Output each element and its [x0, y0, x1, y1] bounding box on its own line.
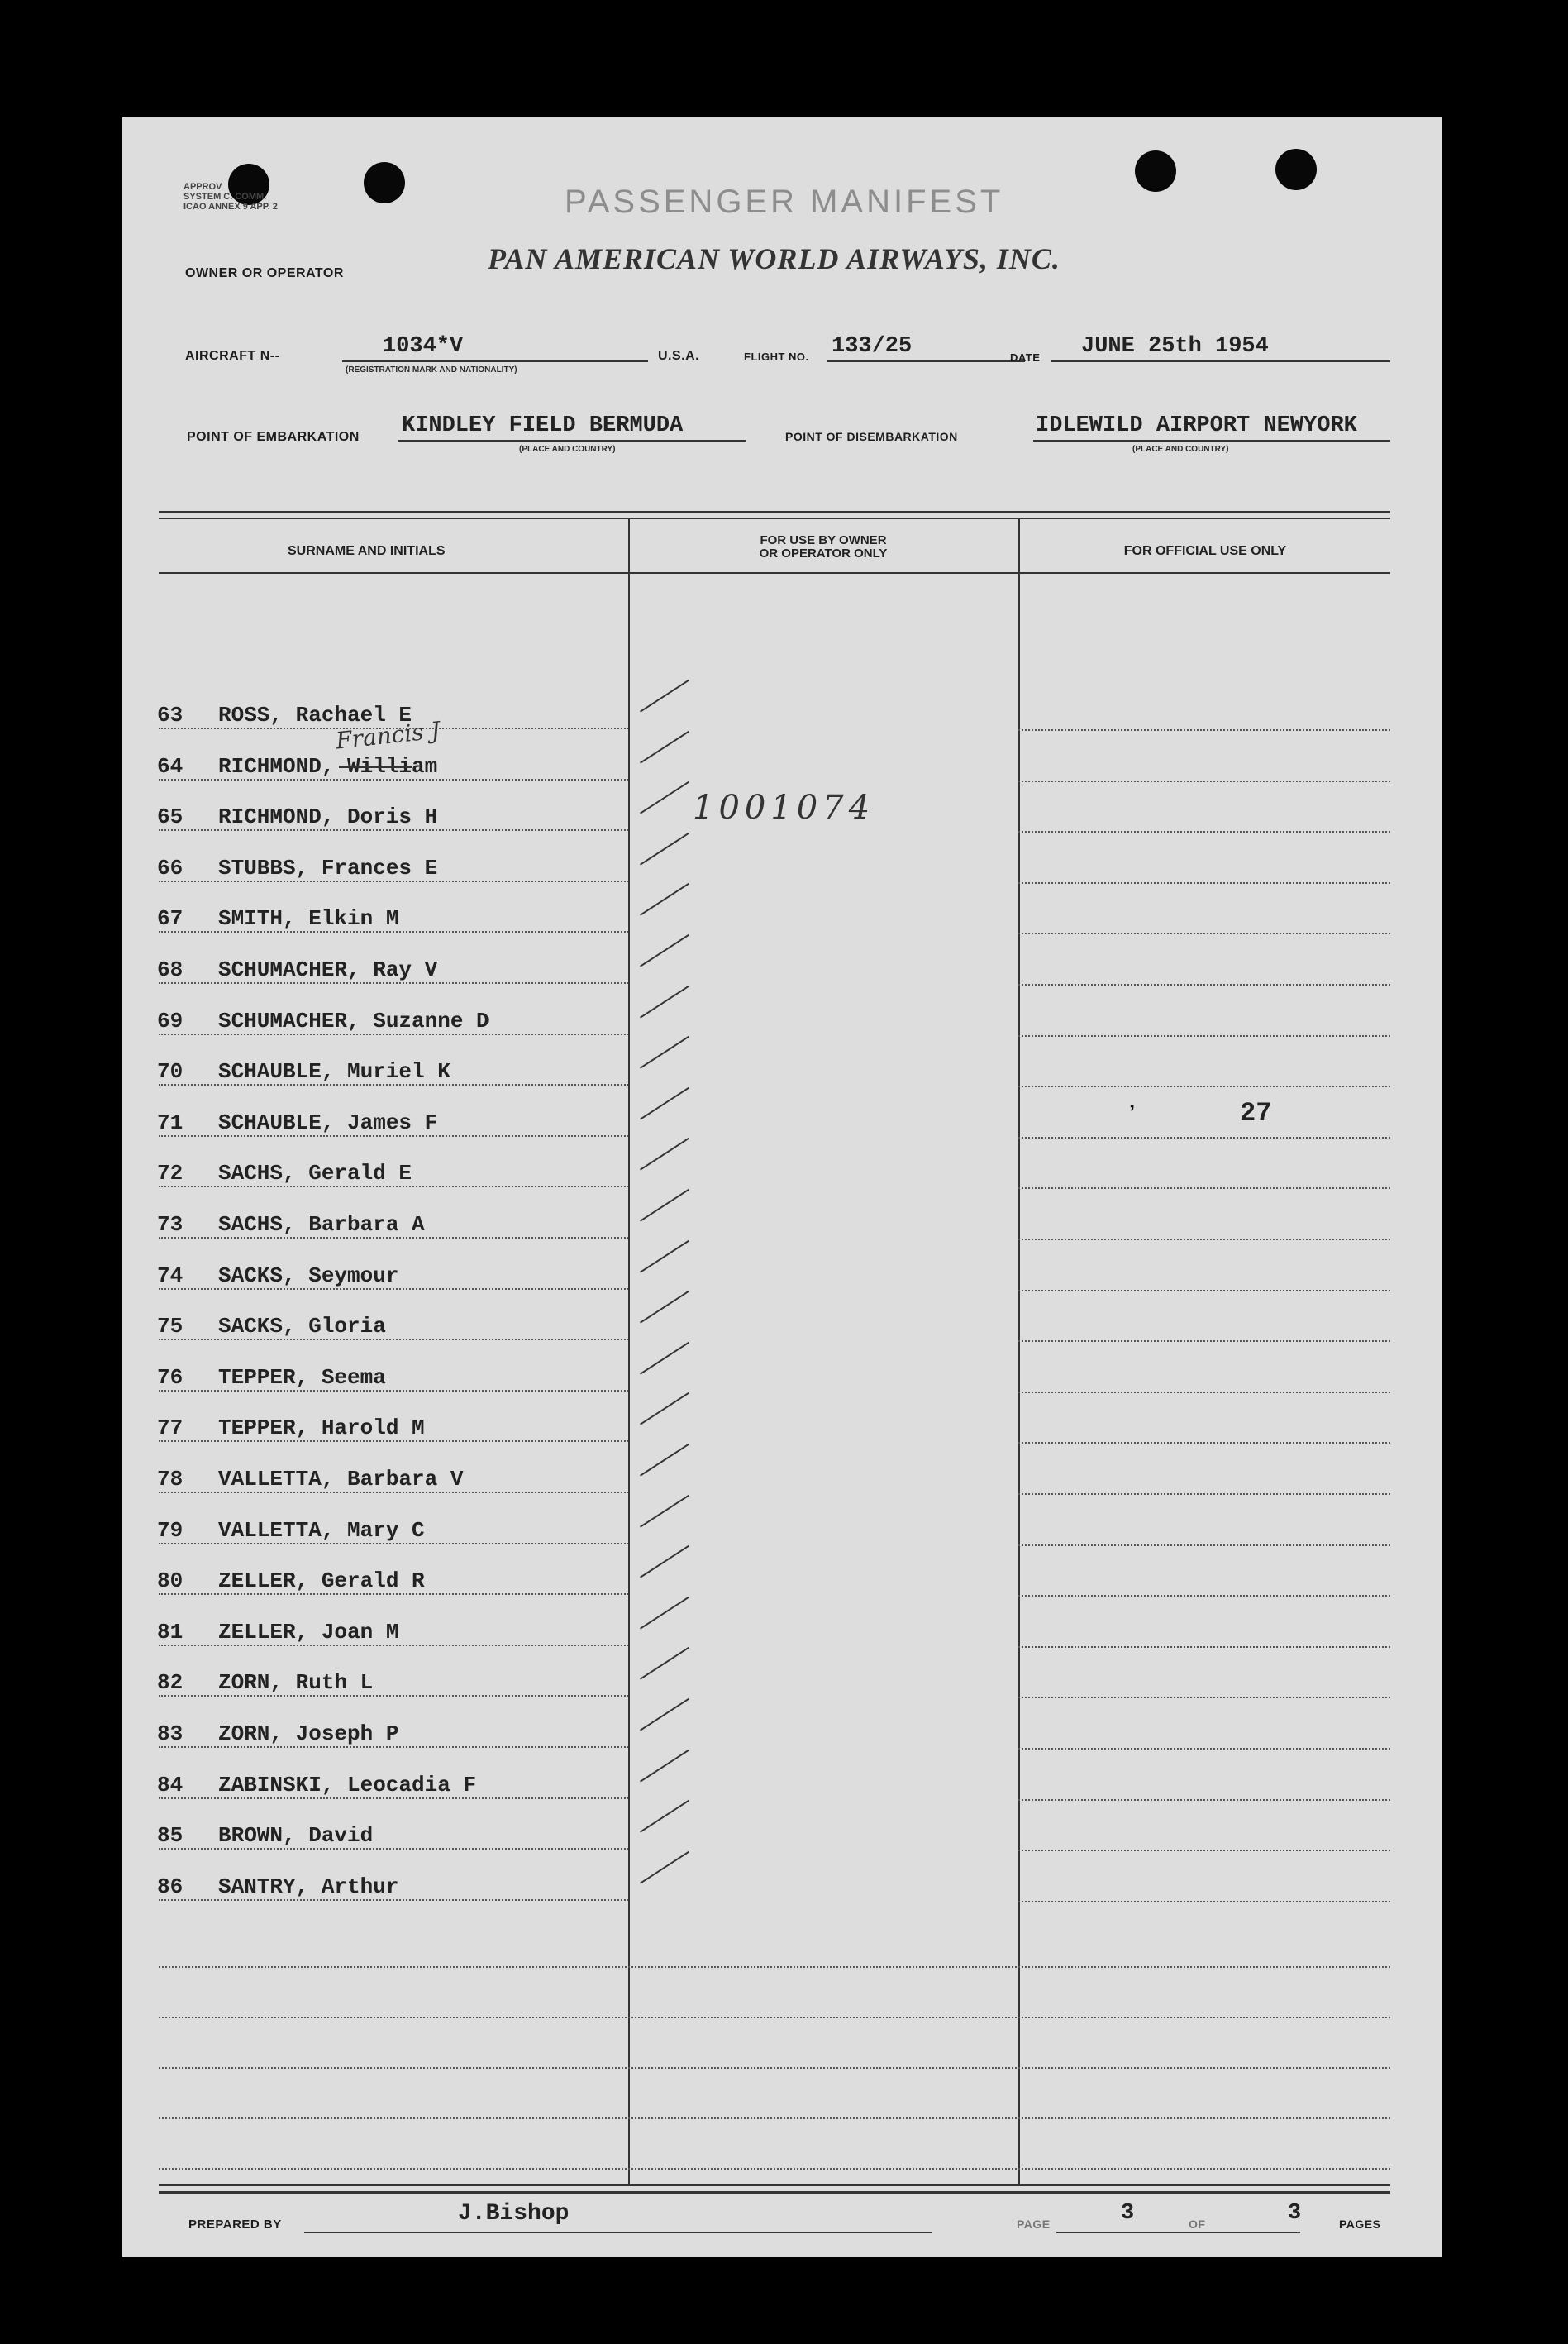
passenger-name: ZABINSKI, Leocadia F: [218, 1772, 477, 1797]
check-mark: [640, 1138, 689, 1171]
row-number: 74: [157, 1263, 183, 1288]
column-header-owner: FOR USE BY OWNER OR OPERATOR ONLY: [759, 533, 888, 561]
row-rule: [159, 1288, 628, 1290]
punch-hole: [1135, 150, 1176, 192]
check-mark: [640, 781, 689, 814]
check-mark: [640, 1494, 689, 1527]
check-mark: [640, 1851, 689, 1884]
row-rule: [1018, 1239, 1390, 1240]
page-value: 3: [1121, 2201, 1135, 2226]
passenger-name: SCHUMACHER, Ray V: [218, 957, 438, 982]
handwritten-number: 1001074: [693, 789, 875, 827]
passenger-name: ZORN, Joseph P: [218, 1721, 399, 1746]
row-number: 71: [157, 1110, 183, 1135]
aircraft-value: 1034*V: [383, 334, 464, 359]
embarkation-label: POINT OF EMBARKATION: [187, 430, 360, 444]
official-tick: ’: [1129, 1100, 1136, 1124]
row-rule: [1018, 933, 1390, 934]
table-top-rule: [159, 511, 1390, 513]
page-title: PASSENGER MANIFEST: [565, 184, 1004, 220]
row-rule: [1018, 1595, 1390, 1597]
row-rule: [1018, 1290, 1390, 1291]
row-rule: [159, 1135, 628, 1137]
passenger-name: SACHS, Gerald E: [218, 1161, 412, 1186]
row-rule: [1018, 1493, 1390, 1495]
prepared-by-label: PREPARED BY: [188, 2217, 282, 2232]
disembarkation-label: POINT OF DISEMBARKATION: [785, 430, 958, 443]
row-rule: [159, 1440, 628, 1442]
manifest-sheet: [122, 117, 1442, 2257]
row-rule: [159, 1797, 628, 1799]
row-number: 66: [157, 855, 183, 881]
row-rule: [159, 1695, 628, 1697]
passenger-name: STUBBS, Frances E: [218, 855, 438, 881]
check-mark: [640, 1647, 689, 1680]
passenger-name: SCHAUBLE, Muriel K: [218, 1059, 450, 1085]
row-number: 67: [157, 906, 183, 932]
row-rule: [1018, 1544, 1390, 1546]
row-rule: [1018, 1850, 1390, 1851]
check-mark: [640, 1545, 689, 1578]
passenger-name: ZELLER, Joan M: [218, 1619, 399, 1645]
check-mark: [640, 1800, 689, 1833]
row-rule: [159, 1492, 628, 1493]
check-mark: [640, 1698, 689, 1731]
row-rule: [159, 1593, 628, 1595]
of-label: OF: [1189, 2217, 1206, 2231]
row-rule: [1018, 1646, 1390, 1648]
of-value: 3: [1288, 2201, 1302, 2226]
aircraft-label: AIRCRAFT N--: [185, 349, 280, 363]
check-mark: [640, 1444, 689, 1477]
row-rule: [1018, 729, 1390, 731]
check-mark: [640, 1087, 689, 1120]
row-number: 76: [157, 1364, 183, 1390]
row-number: 68: [157, 957, 183, 982]
usa-label: U.S.A.: [658, 349, 700, 363]
row-number: 86: [157, 1874, 183, 1899]
row-number: 80: [157, 1568, 183, 1594]
row-rule: [159, 1746, 628, 1748]
row-rule: [1018, 882, 1390, 884]
row-rule: [159, 829, 628, 831]
check-mark: [640, 1189, 689, 1222]
date-label: DATE: [1010, 351, 1041, 364]
aircraft-caption: (REGISTRATION MARK AND NATIONALITY): [346, 365, 517, 375]
empty-rule: [159, 2017, 1390, 2018]
row-number: 72: [157, 1161, 183, 1186]
row-rule: [159, 1543, 628, 1544]
passenger-name: SCHUMACHER, Suzanne D: [218, 1008, 489, 1034]
row-rule: [159, 1084, 628, 1086]
passenger-name: ZELLER, Gerald R: [218, 1568, 425, 1594]
passenger-name: BROWN, David: [218, 1823, 374, 1849]
check-mark: [640, 1392, 689, 1425]
passenger-name: TEPPER, Harold M: [218, 1415, 425, 1441]
column-divider: [1018, 519, 1020, 2185]
row-number: 77: [157, 1415, 183, 1441]
empty-rule: [159, 2168, 1390, 2170]
row-number: 64: [157, 753, 183, 779]
row-rule: [159, 881, 628, 882]
row-rule: [159, 1645, 628, 1646]
approval-stamp: APPROV SYSTEM C. COMM. ICAO ANNEX 9 APP. 2: [183, 182, 278, 212]
passenger-name: RICHMOND, Doris H: [218, 804, 438, 830]
check-mark: [640, 934, 689, 967]
check-mark: [640, 1749, 689, 1782]
column-divider: [628, 519, 630, 2185]
row-rule: [159, 1899, 628, 1901]
strikethrough-mark: [339, 766, 412, 768]
owner-label: OWNER OR OPERATOR: [185, 266, 344, 280]
check-mark: [640, 680, 689, 713]
disembarkation-value: IDLEWILD AIRPORT NEWYORK: [1036, 413, 1357, 438]
check-mark: [640, 883, 689, 916]
row-rule: [1018, 1901, 1390, 1902]
row-number: 65: [157, 804, 183, 830]
check-mark: [640, 1342, 689, 1375]
row-number: 75: [157, 1314, 183, 1339]
row-rule: [159, 931, 628, 933]
passenger-name: SACHS, Barbara A: [218, 1212, 425, 1237]
owner-value: PAN AMERICAN WORLD AIRWAYS, INC.: [488, 242, 1060, 275]
row-rule: [159, 1390, 628, 1392]
check-mark: [640, 833, 689, 866]
row-rule: [1018, 984, 1390, 986]
passenger-name: TEPPER, Seema: [218, 1364, 386, 1390]
row-rule: [1018, 1340, 1390, 1342]
row-number: 69: [157, 1008, 183, 1034]
row-rule: [1018, 1187, 1390, 1189]
row-number: 70: [157, 1059, 183, 1085]
row-rule: [1018, 1697, 1390, 1698]
column-header-name: SURNAME AND INITIALS: [288, 544, 446, 558]
row-rule: [159, 1237, 628, 1239]
punch-hole: [364, 162, 405, 203]
official-number: 27: [1240, 1098, 1272, 1129]
date-value: JUNE 25th 1954: [1081, 334, 1269, 359]
row-rule: [159, 1186, 628, 1187]
punch-hole: [1275, 149, 1317, 190]
row-rule: [1018, 1799, 1390, 1801]
embarkation-value: KINDLEY FIELD BERMUDA: [402, 413, 684, 438]
row-number: 73: [157, 1212, 183, 1237]
check-mark: [640, 730, 689, 763]
check-mark: [640, 1291, 689, 1324]
passenger-name: ZORN, Ruth L: [218, 1670, 374, 1696]
passenger-name: ROSS, Rachael E: [218, 703, 412, 728]
check-mark: [640, 1239, 689, 1272]
row-number: 84: [157, 1772, 183, 1797]
flight-label: FLIGHT NO.: [744, 351, 809, 363]
row-rule: [159, 982, 628, 984]
row-rule: [1018, 781, 1390, 782]
empty-rule: [159, 2067, 1390, 2069]
passenger-name: SACKS, Gloria: [218, 1314, 386, 1339]
passenger-name: VALLETTA, Barbara V: [218, 1467, 464, 1492]
column-header-official: FOR OFFICIAL USE ONLY: [1123, 544, 1287, 558]
passenger-name: RICHMOND, William: [218, 753, 438, 779]
row-rule: [159, 1034, 628, 1035]
row-rule: [1018, 1035, 1390, 1037]
row-number: 81: [157, 1619, 183, 1645]
row-number: 63: [157, 703, 183, 728]
row-rule: [1018, 1442, 1390, 1444]
passenger-name: SMITH, Elkin M: [218, 906, 399, 932]
page-label: PAGE: [1017, 2217, 1051, 2231]
embarkation-caption: (PLACE AND COUNTRY): [519, 445, 616, 454]
pages-label: PAGES: [1339, 2217, 1381, 2231]
flight-value: 133/25: [832, 334, 913, 359]
row-rule: [1018, 1748, 1390, 1750]
row-number: 78: [157, 1467, 183, 1492]
row-rule: [159, 779, 628, 781]
check-mark: [640, 1036, 689, 1069]
row-number: 79: [157, 1517, 183, 1543]
passenger-name: VALLETTA, Mary C: [218, 1517, 425, 1543]
passenger-name: SCHAUBLE, James F: [218, 1110, 438, 1135]
passenger-name: SANTRY, Arthur: [218, 1874, 399, 1899]
check-mark: [640, 985, 689, 1018]
row-rule: [1018, 1137, 1390, 1139]
row-rule: [159, 1848, 628, 1850]
prepared-by-value: J.Bishop: [458, 2201, 570, 2227]
row-number: 85: [157, 1823, 183, 1849]
row-rule: [1018, 1086, 1390, 1087]
passenger-name: SACKS, Seymour: [218, 1263, 399, 1288]
row-number: 83: [157, 1721, 183, 1746]
empty-rule: [159, 2117, 1390, 2119]
row-rule: [1018, 831, 1390, 833]
handwritten-correction: Francis J: [334, 716, 442, 755]
row-number: 82: [157, 1670, 183, 1696]
disembarkation-caption: (PLACE AND COUNTRY): [1132, 445, 1229, 454]
check-mark: [640, 1597, 689, 1630]
row-rule: [1018, 1392, 1390, 1393]
empty-rule: [159, 1966, 1390, 1968]
row-rule: [159, 1339, 628, 1340]
